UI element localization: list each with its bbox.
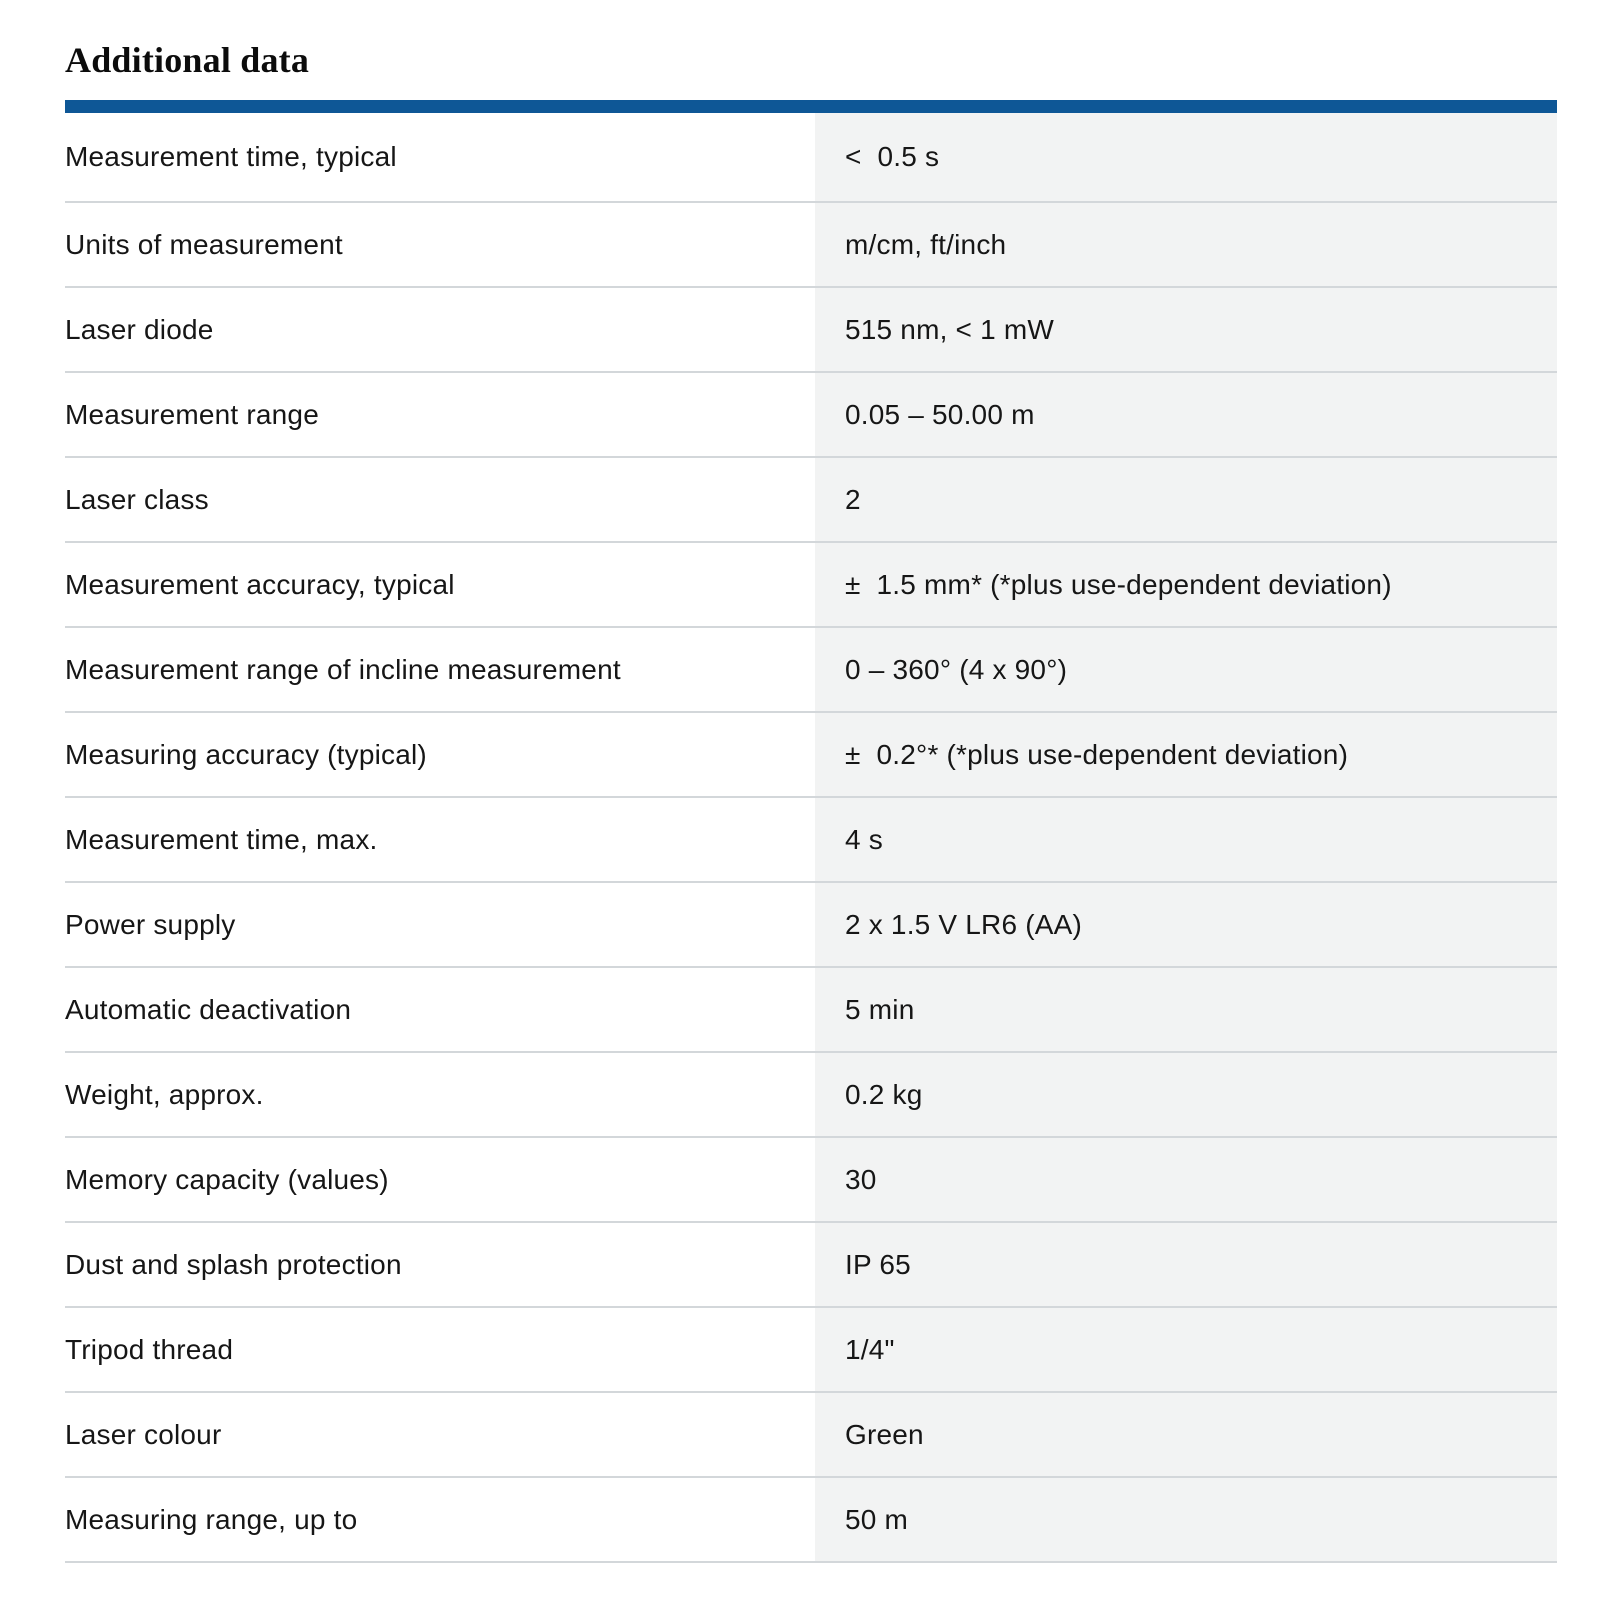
spec-label: Laser colour [65, 1393, 815, 1476]
spec-label: Measurement accuracy, typical [65, 543, 815, 626]
spec-row [65, 1138, 1557, 1223]
title-accent-bar [65, 100, 1557, 113]
spec-row [65, 1223, 1557, 1308]
spec-value: < 0.5 s [815, 113, 1557, 201]
spec-value: 5 min [815, 968, 1557, 1051]
spec-value: ± 0.2°* (*plus use-dependent deviation) [815, 713, 1557, 796]
spec-value: 515 nm, < 1 mW [815, 288, 1557, 371]
spec-value: ± 1.5 mm* (*plus use-dependent deviation) [815, 543, 1557, 626]
spec-value: 2 x 1.5 V LR6 (AA) [815, 883, 1557, 966]
spec-table [65, 113, 1557, 1563]
spec-value: 0 – 360° (4 x 90°) [815, 628, 1557, 711]
spec-value: IP 65 [815, 1223, 1557, 1306]
spec-label: Measurement range [65, 373, 815, 456]
spec-value: 2 [815, 458, 1557, 541]
spec-value: 0.2 kg [815, 1053, 1557, 1136]
spec-label: Power supply [65, 883, 815, 966]
spec-row [65, 373, 1557, 458]
spec-row [65, 798, 1557, 883]
spec-label: Tripod thread [65, 1308, 815, 1391]
section-title: Additional data [65, 40, 310, 80]
spec-value: Green [815, 1393, 1557, 1476]
spec-row [65, 628, 1557, 713]
spec-value: 4 s [815, 798, 1557, 881]
spec-label: Automatic deactivation [65, 968, 815, 1051]
spec-row [65, 288, 1557, 373]
spec-label: Memory capacity (values) [65, 1138, 815, 1221]
spec-label: Measurement time, typical [65, 113, 815, 201]
spec-label: Measuring accuracy (typical) [65, 713, 815, 796]
spec-value: 50 m [815, 1478, 1557, 1561]
spec-value: 30 [815, 1138, 1557, 1221]
spec-row [65, 113, 1557, 203]
spec-value: 0.05 – 50.00 m [815, 373, 1557, 456]
spec-label: Laser class [65, 458, 815, 541]
spec-row [65, 1393, 1557, 1478]
spec-row [65, 968, 1557, 1053]
spec-row [65, 543, 1557, 628]
spec-label: Units of measurement [65, 203, 815, 286]
spec-label: Weight, approx. [65, 1053, 815, 1136]
spec-row [65, 458, 1557, 543]
spec-row [65, 203, 1557, 288]
spec-row [65, 713, 1557, 798]
spec-label: Laser diode [65, 288, 815, 371]
spec-value: 1/4" [815, 1308, 1557, 1391]
spec-row [65, 1053, 1557, 1138]
spec-label: Measuring range, up to [65, 1478, 815, 1561]
spec-value: m/cm, ft/inch [815, 203, 1557, 286]
spec-row [65, 883, 1557, 968]
spec-label: Dust and splash protection [65, 1223, 815, 1306]
spec-row [65, 1478, 1557, 1563]
spec-row [65, 1308, 1557, 1393]
spec-label: Measurement time, max. [65, 798, 815, 881]
spec-label: Measurement range of incline measurement [65, 628, 815, 711]
